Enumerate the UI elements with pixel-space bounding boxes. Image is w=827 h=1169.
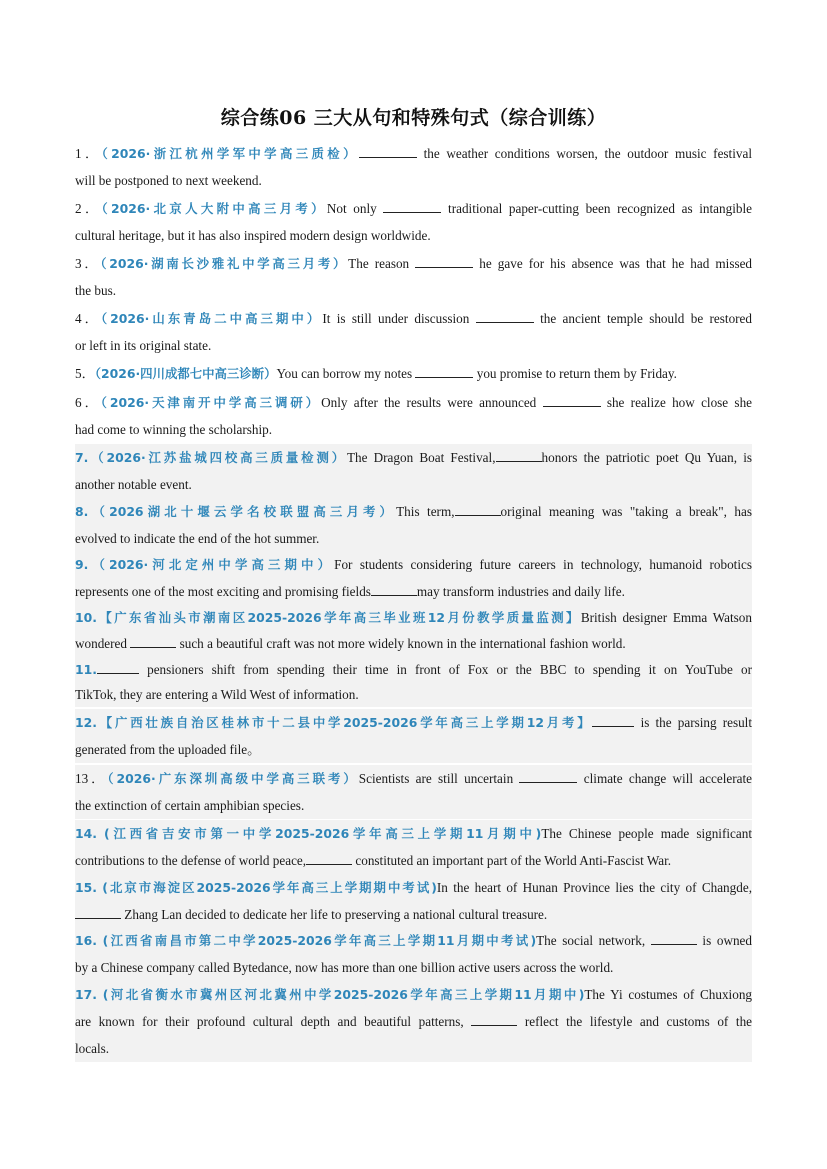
question-12	[75, 709, 752, 763]
answer-blank[interactable]	[455, 501, 501, 516]
question-13	[75, 765, 752, 819]
question-text: The social network,	[536, 933, 651, 948]
question-text: The Chinese people made significant	[541, 826, 752, 841]
question-number: 13．	[75, 771, 108, 786]
question-9	[75, 551, 752, 605]
question-source: （2026·浙江杭州学军中学高三质检）	[101, 146, 359, 161]
answer-blank[interactable]	[130, 633, 176, 648]
question-number: 2．	[75, 201, 102, 216]
question-source: 【广东省汕头市潮南区2025-2026学年高三毕业班12月份教学质量监测】	[96, 610, 581, 625]
question-5	[75, 360, 752, 387]
question-number: 12.	[75, 715, 97, 730]
question-source: （2026·江苏盐城四校高三质量检测）	[88, 450, 347, 465]
question-6	[75, 389, 752, 443]
question-text: are known for their profound cultural depth and beautiful patterns,	[75, 1014, 472, 1029]
question-17	[75, 981, 752, 1062]
question-text: reflect the lifestyle and customs of the	[524, 1014, 752, 1029]
question-text: The Dragon Boat Festival,	[346, 450, 496, 465]
question-source: 【广西壮族自治区桂林市十二县中学2025-2026学年高三上学期12月考】	[96, 715, 593, 730]
answer-blank[interactable]	[415, 253, 473, 268]
question-source: （2026·河北定州中学高三期中）	[88, 557, 335, 572]
question-number: 10.	[75, 610, 97, 625]
question-number: 9.	[75, 557, 89, 572]
question-2	[75, 195, 752, 249]
question-number: 6．	[75, 395, 101, 410]
question-text: Not only	[326, 201, 384, 216]
question-number: 4．	[75, 311, 101, 326]
answer-blank[interactable]	[592, 712, 634, 727]
question-16	[75, 927, 752, 981]
question-text: Scientists are still uncertain	[358, 771, 520, 786]
question-number: 11.	[75, 662, 97, 677]
answer-blank[interactable]	[75, 904, 121, 919]
question-number: 8.	[75, 504, 89, 519]
question-text-line: by a Chinese company called Bytedance, now has more than one billion active users across the world.	[75, 960, 614, 975]
question-text: climate change will accelerate	[583, 771, 752, 786]
question-text-line: locals.	[75, 1041, 110, 1056]
question-4	[75, 305, 752, 359]
question-text: he gave for his absence was that he had missed	[479, 256, 752, 271]
question-text-line: had come to winning the scholarship.	[75, 422, 273, 437]
question-text: the weather conditions worsen, the outdoor music festival	[423, 146, 752, 161]
question-text: British designer Emma Watson	[580, 610, 752, 625]
question-14	[75, 820, 752, 874]
question-11	[75, 657, 752, 707]
question-3	[75, 250, 752, 304]
answer-blank[interactable]	[383, 198, 441, 213]
answer-blank[interactable]	[651, 930, 697, 945]
question-number: 15.	[75, 880, 97, 895]
question-text-line: will be postponed to next weekend.	[75, 173, 262, 188]
question-text-line: or left in its original state.	[75, 338, 212, 353]
question-text: original meaning was "taking a break", has	[500, 504, 752, 519]
question-number: 17.	[75, 987, 97, 1002]
question-source: （2026·天津南开中学高三调研）	[100, 395, 322, 410]
question-text-line: another notable event.	[75, 477, 192, 492]
question-number: 14.	[75, 826, 97, 841]
question-number: 16.	[75, 933, 97, 948]
question-text: wondered	[75, 636, 131, 651]
question-text-line: evolved to indicate the end of the hot summer.	[75, 531, 320, 546]
question-text: may transform industries and daily life.	[416, 584, 625, 599]
question-15	[75, 874, 752, 928]
question-text: pensioners shift from spending their time in front of Fox or the BBC to spending it on YouTube or	[147, 662, 752, 677]
question-text: the ancient temple should be restored	[540, 311, 752, 326]
question-source: （2026·山东青岛二中高三期中）	[100, 311, 323, 326]
question-text: is the parsing result	[640, 715, 752, 730]
question-text: Only after the results were announced	[321, 395, 543, 410]
answer-blank[interactable]	[306, 850, 352, 865]
question-text: It is still under discussion	[322, 311, 476, 326]
question-text: You can borrow my notes	[276, 366, 416, 381]
answer-blank[interactable]	[359, 143, 417, 158]
question-text: contributions to the defense of world peace,	[75, 853, 307, 868]
question-number: 7.	[75, 450, 89, 465]
answer-blank[interactable]	[476, 308, 534, 323]
question-text: she realize how close she	[606, 395, 752, 410]
answer-blank[interactable]	[371, 581, 417, 596]
question-text-line: the extinction of certain amphibian species.	[75, 798, 305, 813]
question-source: (江西省南昌市第二中学2025-2026学年高三上学期11月期中考试)	[102, 933, 537, 948]
question-number: 5．	[75, 366, 95, 381]
question-text: Zhang Lan decided to dedicate her life to preserving a national cultural treasure.	[124, 907, 548, 922]
question-source: (江西省吉安市第一中学2025-2026学年高三上学期11月期中)	[104, 826, 542, 841]
answer-blank[interactable]	[97, 659, 139, 674]
question-source: （2026·北京人大附中高三月考）	[101, 201, 327, 216]
question-text: constituted an important part of the World Anti-Fascist War.	[355, 853, 672, 868]
question-source: （2026·湖南长沙雅礼中学高三月考）	[100, 256, 349, 271]
question-source: (北京市海淀区2025-2026学年高三上学期期中考试)	[102, 880, 437, 895]
question-text: The Yi costumes of Chuxiong	[584, 987, 752, 1002]
question-10	[75, 605, 752, 657]
question-text: such a beautiful craft was not more widely known in the international fashion world.	[179, 636, 626, 651]
answer-blank[interactable]	[415, 363, 473, 378]
question-text: In the heart of Hunan Province lies the city of Changde,	[436, 880, 752, 895]
question-source: (河北省衡水市冀州区河北冀州中学2025-2026学年高三上学期11月期中)	[102, 987, 585, 1002]
answer-blank[interactable]	[519, 768, 577, 783]
page-title: 综合练06 三大从句和特殊句式（综合训练）	[220, 107, 607, 129]
answer-blank[interactable]	[496, 447, 542, 462]
question-text-line: generated from the uploaded file。	[75, 742, 261, 757]
question-source: （2026湖北十堰云学名校联盟高三月考）	[88, 504, 397, 519]
question-text: honors the patriotic poet Qu Yuan, is	[541, 450, 752, 465]
question-text: represents one of the most exciting and promising fields	[75, 584, 371, 599]
answer-blank[interactable]	[471, 1011, 517, 1026]
question-text-line: cultural heritage, but it has also inspired modern design worldwide.	[75, 228, 431, 243]
question-1	[75, 140, 752, 194]
question-text-line: the bus.	[75, 283, 117, 298]
question-source: （2026·四川成都七中高三诊断）	[94, 366, 277, 381]
question-number: 3．	[75, 256, 101, 271]
question-7	[75, 444, 752, 498]
question-text: you promise to return them by Friday.	[476, 366, 677, 381]
question-text: For students considering future careers in technology, humanoid robotics	[334, 557, 752, 572]
question-text-line: TikTok, they are entering a Wild West of information.	[75, 687, 359, 702]
answer-blank[interactable]	[543, 392, 601, 407]
question-text: The reason	[348, 256, 416, 271]
question-source: （2026·广东深圳高级中学高三联考）	[107, 771, 359, 786]
question-number: 1．	[75, 146, 102, 161]
question-8	[75, 498, 752, 552]
question-text: traditional paper-cutting been recognized as intangible	[448, 201, 752, 216]
question-text: This term,	[396, 504, 455, 519]
question-text: is owned	[702, 933, 752, 948]
